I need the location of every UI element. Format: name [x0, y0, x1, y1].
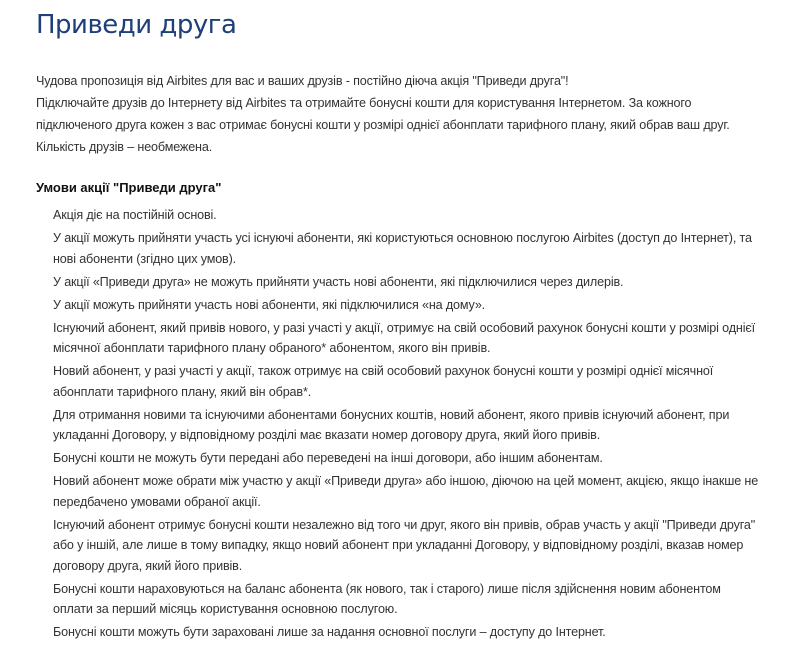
condition-item: Існуючий абонент отримує бонусні кошти незалежно від того чи друг, якого він привів, обрав участь у акції "Приведи друга" або у іншій, але лише в тому випадку, якщо новий абонент при укладанні Договору, у відповідному розділі, вказав номер договору друга, який його привів. [53, 517, 756, 573]
condition-item: Для отримання новими та існуючими абонентами бонусних коштів, новий абонент, якого привів існуючий абонент, при укладанні Договору, у відповідному розділі має вказати номер договору друга, який його привів. [53, 407, 730, 442]
condition-item: Новий абонент може обрати між участю у акції «Приведи друга» або іншою, діючою на цей момент, акцією, якщо інакше не передбачено умовами обраної акції. [53, 474, 759, 509]
condition-item: У акції «Приведи друга» не можуть прийняти участь нові абоненти, які підключилися через дилерів. [53, 274, 624, 289]
condition-item: Бонусні кошти можуть бути зараховані лише за надання основної послуги – доступу до Інтернет. [53, 625, 606, 639]
condition-item: Бонусні кошти нараховуються на баланс абонента (як нового, так і старого) лише після здійснення новим абонентом оплати за перший місяць користування основною послугою. [53, 581, 721, 616]
conditions-list [53, 205, 763, 645]
condition-item: Існуючий абонент, який привів нового, у разі участі у акції, отримує на свій особовий рахунок бонусні кошти у розмірі однієї місячної абонплати тарифного плану обраного* абонентом, якого він привів. [53, 320, 755, 355]
page-title: Приведи друга [36, 10, 237, 40]
intro-paragraph: Чудова пропозиція від Airbites для вас и ваших друзів - постійно діюча акція "Приведи друга"! [36, 74, 569, 88]
condition-item: У акції можуть прийняти участь нові абоненти, які підключилися «на дому». [53, 297, 486, 312]
intro-paragraph: Підключайте друзів до Інтернету від Airbites та отримайте бонусні кошти для користування Інтернетом. За кожного підключеного друга кожен з вас отримає бонусні кошти у розмірі однієї абонплати тарифного плану, який обрав ваш друг. [36, 96, 730, 132]
condition-item: Бонусні кошти не можуть бути передані або переведені на інші договори, або іншим абонентам. [53, 451, 603, 465]
condition-item: У акції можуть прийняти участь усі існуючі абоненти, які користуються основною послугою Airbites (доступ до Інтернет), та нові абоненти (згідно цих умов). [53, 231, 752, 266]
conditions-heading: Умови акції "Приведи друга" [36, 180, 222, 195]
intro-paragraph: Кількість друзів – необмежена. [36, 140, 213, 154]
condition-item: Акція діє на постійній основі. [53, 208, 217, 222]
intro-text [36, 70, 766, 158]
condition-item: Новий абонент, у разі участі у акції, також отримує на свій особовий рахунок бонусні кошти у розмірі однієї місячної абонплати тарифного плану, який він обрав*. [53, 364, 714, 399]
